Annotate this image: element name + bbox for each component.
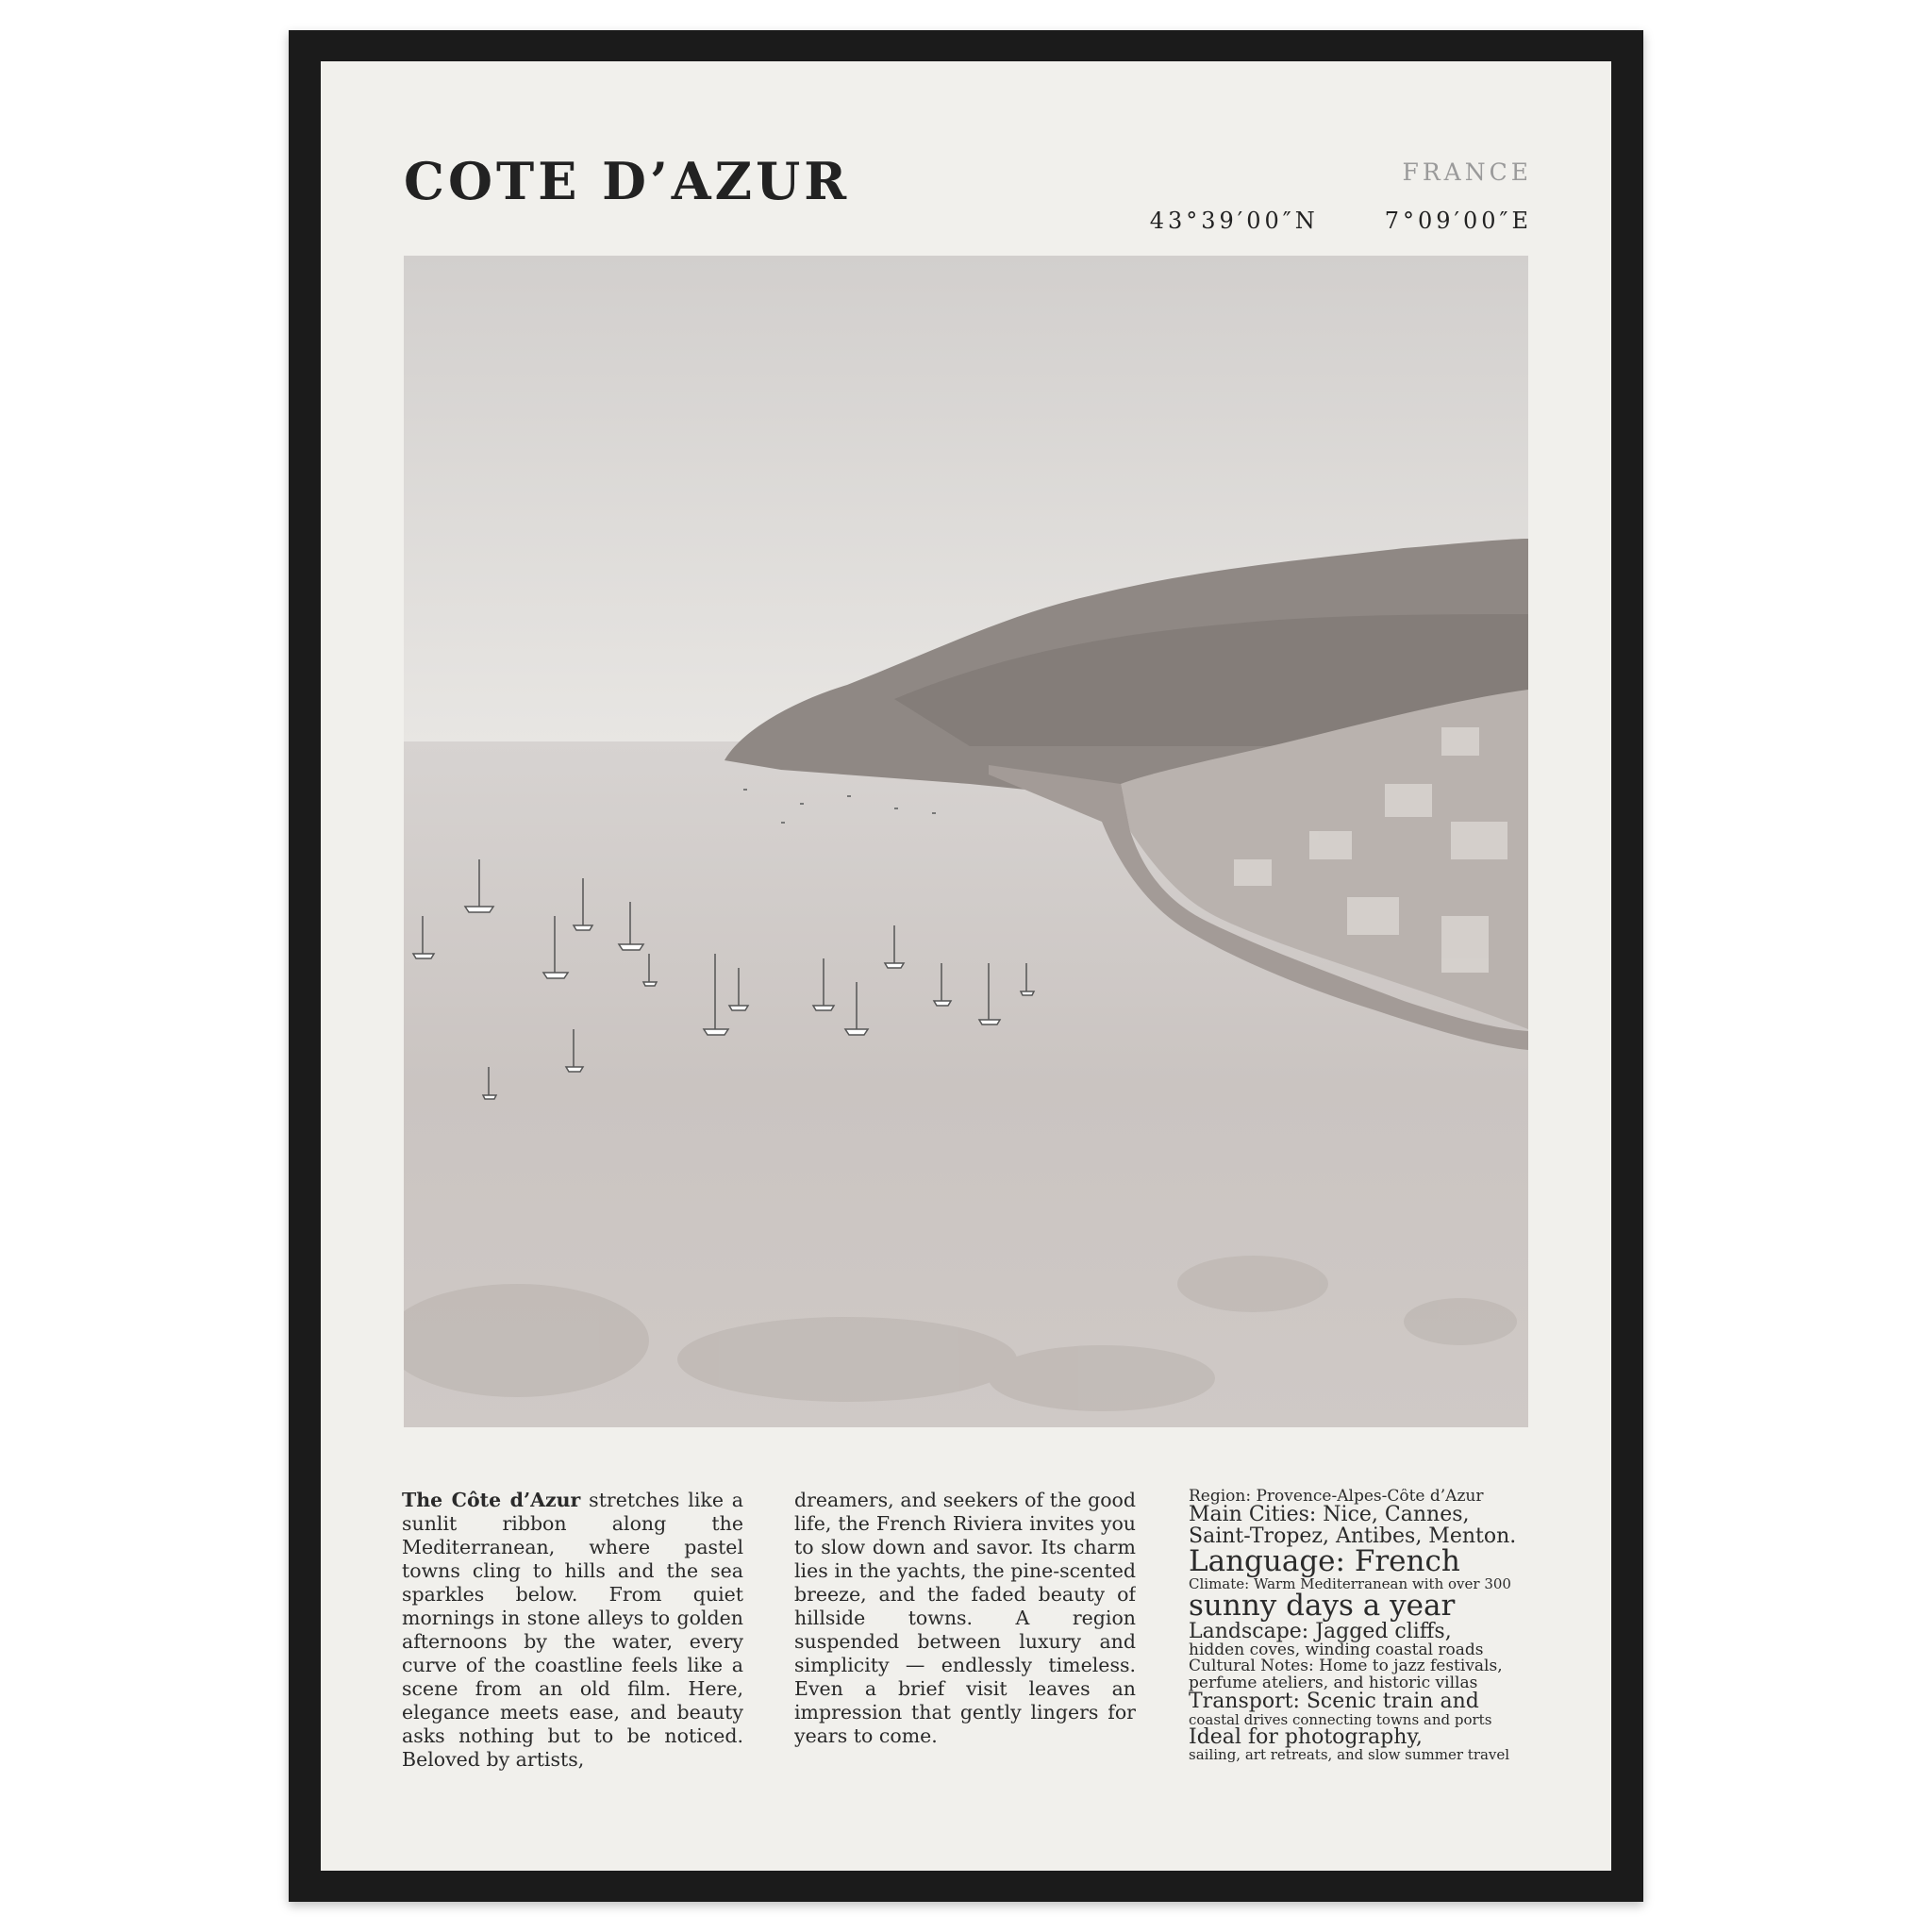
fact-region: Region: Provence-Alpes-Côte d’Azur (1189, 1489, 1484, 1506)
fact-transport: Transport: Scenic train and (1189, 1691, 1479, 1713)
fact-ideal-for: Ideal for photography, (1189, 1726, 1423, 1749)
fact-main-cities: Main Cities: Nice, Cannes, (1189, 1505, 1470, 1526)
latitude: 43°39′00″N (1149, 208, 1319, 234)
fact-cultural-notes-cont: perfume ateliers, and historic villas (1189, 1674, 1478, 1692)
description-lead: The Côte d’Azur (402, 1489, 581, 1511)
description-column-2: dreamers, and seekers of the good life, the French Riviera invites you to slow down and savor. Its charm lies in the yachts, the pine-scented breeze, and the faded beauty of hillside towns. A region suspended between luxury and simplicity — endlessly timeless. Even a brief visit leaves an impression that gently lingers for years to come. (794, 1489, 1136, 1747)
description-column-1 (402, 1489, 743, 1772)
longitude: 7°09′00″E (1384, 208, 1532, 234)
coastline-illustration (404, 256, 1528, 1427)
fact-landscape: Landscape: Jagged cliffs, (1189, 1621, 1452, 1643)
fact-cultural-notes: Cultural Notes: Home to jazz festivals, (1189, 1658, 1503, 1675)
coordinates (1150, 208, 1532, 234)
coastline-photo (404, 256, 1528, 1427)
fact-transport-cont: coastal drives connecting towns and ports (1189, 1712, 1492, 1727)
fact-landscape-cont: hidden coves, winding coastal roads (1189, 1642, 1484, 1659)
facts-block (1189, 1489, 1532, 1772)
country-label: FRANCE (1402, 158, 1532, 186)
description-text-1: stretches like a sunlit ribbon along the Mediterranean, where pastel towns cling to hills and the sea sparkles below. From quiet mornings in stone alleys to golden afternoons by the water, every curve of the coastline feels like a scene from an old film. Here, elegance meets ease, and beauty asks nothing but to be noticed. Beloved by artists, (402, 1489, 743, 1771)
fact-language: Language: French (1189, 1547, 1460, 1577)
poster-title: COTE D’AZUR (404, 151, 851, 211)
fact-climate-cont: sunny days a year (1189, 1591, 1456, 1622)
fact-ideal-for-cont: sailing, art retreats, and slow summer travel (1189, 1748, 1510, 1763)
fact-climate: Climate: Warm Mediterranean with over 300 (1189, 1576, 1511, 1592)
fact-main-cities-cont: Saint-Tropez, Antibes, Menton. (1189, 1525, 1517, 1548)
